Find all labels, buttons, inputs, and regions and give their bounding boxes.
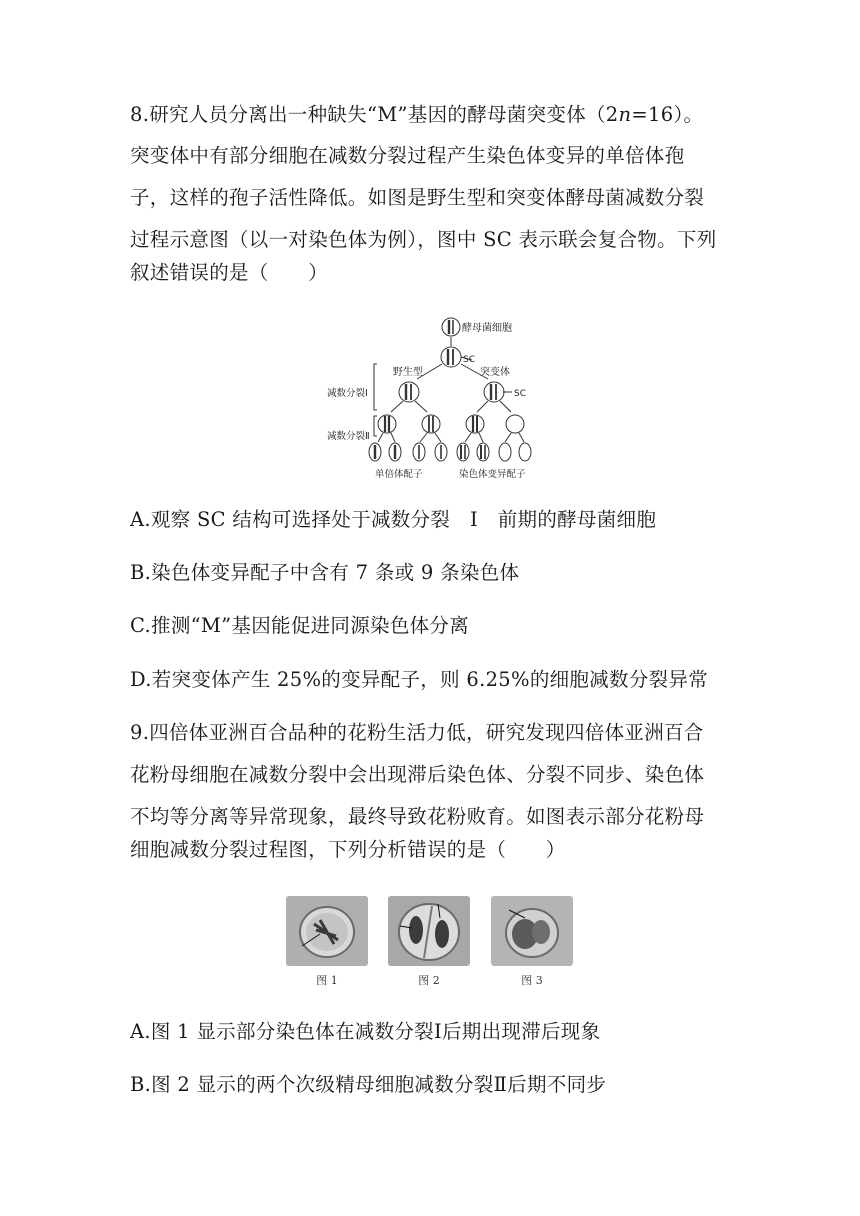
q8-stem-line-1: 8.研究人员分离出一种缺失“M”基因的酵母菌突变体（2n=16）。 xyxy=(130,103,704,126)
label-haploid-gametes: 单倍体配子 xyxy=(375,469,423,480)
q9-option-b: B.图 2 显示的两个次级精母细胞减数分裂Ⅱ后期不同步 xyxy=(130,1073,607,1096)
label-yeast-cell: 酵母菌细胞 xyxy=(462,323,512,334)
label-variant-gametes: 染色体变异配子 xyxy=(459,469,526,480)
q8-stem-variable: n xyxy=(618,103,632,126)
q8-stem-line-3: 子，这样的孢子活性降低。如图是野生型和突变体酵母菌减数分裂 xyxy=(130,186,705,209)
caption-figure-3: 图 3 xyxy=(521,974,543,987)
q9-option-a: A.图 1 显示部分染色体在减数分裂Ⅰ后期出现滞后现象 xyxy=(130,1020,601,1043)
q8-stem-line-4: 过程示意图（以一对染色体为例），图中 SC 表示联会复合物。下列 xyxy=(130,228,717,251)
caption-figure-2: 图 2 xyxy=(418,974,440,987)
q8-option-d: D.若突变体产生 25%的变异配子，则 6.25%的细胞减数分裂异常 xyxy=(130,668,709,691)
q8-option-a: A.观察 SC 结构可选择处于减数分裂 Ⅰ 前期的酵母菌细胞 xyxy=(130,508,657,531)
micrograph-figure-2 xyxy=(388,896,470,966)
label-mutant: 突变体 xyxy=(480,367,510,378)
q8-option-c: C.推测“M”基因能促进同源染色体分离 xyxy=(130,614,470,637)
q8-stem-line-5: 叙述错误的是（ ） xyxy=(130,261,329,284)
caption-figure-1: 图 1 xyxy=(316,974,338,987)
q9-stem-line-4: 细胞减数分裂过程图，下列分析错误的是（ ） xyxy=(130,838,566,861)
q8-stem-line-2: 突变体中有部分细胞在减数分裂过程产生染色体变异的单倍体孢 xyxy=(130,144,685,167)
q9-stem-line-2: 花粉母细胞在减数分裂中会出现滞后染色体、分裂不同步、染色体 xyxy=(130,763,705,786)
label-sc-right: SC xyxy=(514,389,526,399)
micrograph-figure-3 xyxy=(491,896,573,966)
label-meiosis-1: 减数分裂Ⅰ xyxy=(327,388,368,399)
micrograph-figure-1 xyxy=(286,896,368,966)
label-meiosis-2: 减数分裂Ⅱ xyxy=(327,431,370,442)
label-sc-top: SC xyxy=(463,355,475,365)
q9-stem-line-1: 9.四倍体亚洲百合品种的花粉生活力低，研究发现四倍体亚洲百合 xyxy=(130,721,704,744)
q8-option-b: B.染色体变异配子中含有 7 条或 9 条染色体 xyxy=(130,561,520,584)
label-wild-type: 野生型 xyxy=(393,367,423,378)
q9-stem-line-3: 不均等分离等异常现象，最终导致花粉败育。如图表示部分花粉母 xyxy=(130,805,705,828)
q8-meiosis-diagram xyxy=(325,312,540,484)
